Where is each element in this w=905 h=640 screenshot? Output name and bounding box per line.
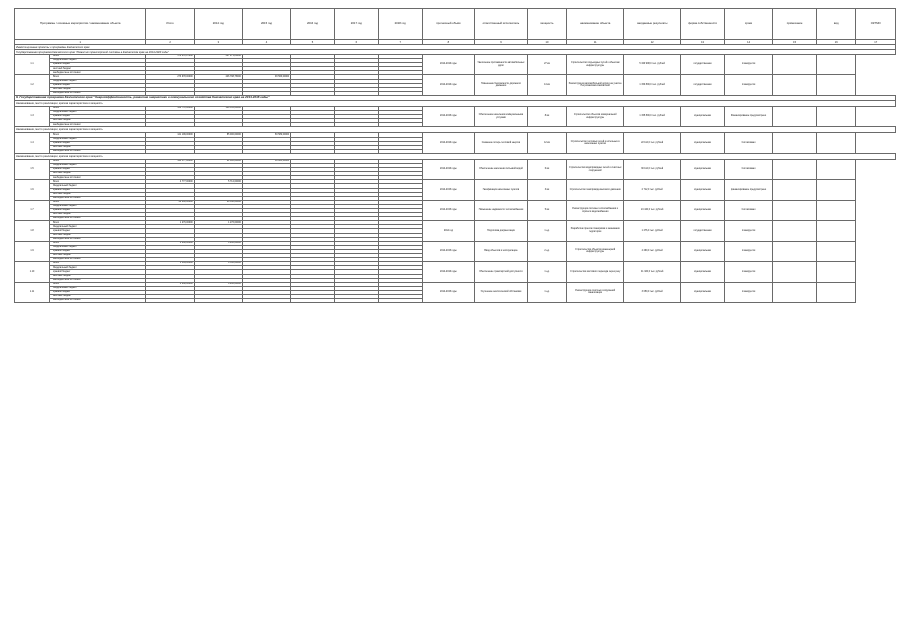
column-number: 3 xyxy=(194,40,242,45)
column-header: ОКТМО xyxy=(856,9,896,40)
column-number: 1 xyxy=(15,40,146,45)
empty-cell xyxy=(773,159,817,179)
project-title: Строительство объектов коммунальной инфраструктуры xyxy=(567,106,624,126)
column-number: 2 xyxy=(146,40,194,45)
funding-source-label: местный бюджет xyxy=(50,233,146,237)
funding-source-label: местный бюджет xyxy=(50,87,146,91)
column-header: 2018 год xyxy=(378,9,422,40)
project-title: Реконструкция системы теплоснабжения и горячего водоснабжения xyxy=(567,200,624,220)
funding-source-label: Всего xyxy=(50,133,146,137)
funding-source-label: местный бюджет xyxy=(50,145,146,149)
project-cost: 1 150 800,0 тыс. рублей xyxy=(624,75,681,95)
year-2014-value: 246 798,75000 xyxy=(194,75,242,79)
empty-cell xyxy=(817,133,856,153)
empty-cell xyxy=(773,262,817,282)
column-header: 2015 год xyxy=(242,9,290,40)
column-number: 13 xyxy=(681,40,725,45)
column-number: 4 xyxy=(242,40,290,45)
funding-source-label: Всего xyxy=(50,106,146,110)
empty-cell xyxy=(773,55,817,75)
funding-source-label: Всего xyxy=(50,55,146,59)
project-result: Обеспечение населения коммунальными услугами xyxy=(475,106,528,126)
empty-cell xyxy=(334,299,378,303)
project-result: Ввод объектов в эксплуатацию xyxy=(475,241,528,261)
project-term: 2014-2015 годы xyxy=(422,200,475,220)
funding-source-label: внебюджетные источники xyxy=(50,299,146,303)
project-number: 1.10 xyxy=(15,262,50,282)
funding-source-label: краевой бюджет xyxy=(50,270,146,274)
year-2015-value: 83 800,00000 xyxy=(242,159,290,163)
total-value: 4 260,00000 xyxy=(146,282,194,286)
project-note: финансирование предусмотрено xyxy=(724,180,772,200)
project-number: 1.1 xyxy=(15,55,50,75)
funding-source-label: Федеральный бюджет xyxy=(50,163,146,167)
project-number: 1.3 xyxy=(15,106,50,126)
funding-source-label: Всего xyxy=(50,241,146,245)
column-number: 16 xyxy=(817,40,856,45)
funding-source-label: краевой бюджет xyxy=(50,209,146,213)
project-owner: муниципальная xyxy=(681,262,725,282)
table-body xyxy=(15,9,896,303)
funding-source-label: Федеральный бюджет xyxy=(50,266,146,270)
project-owner: государственная xyxy=(681,75,725,95)
year-2014-value: 81 000,00000 xyxy=(194,159,242,163)
funding-source-label: Всего xyxy=(50,282,146,286)
column-header: прогнозный объём xyxy=(422,9,475,40)
funding-source-label: краевой бюджет xyxy=(50,229,146,233)
project-title: Реконструкция автомобильной дороги на участке Петропавловск-Камчатский xyxy=(567,75,624,95)
empty-cell xyxy=(194,299,242,303)
empty-cell xyxy=(817,75,856,95)
funding-source-label: местный бюджет xyxy=(50,274,146,278)
project-number: 1.7 xyxy=(15,200,50,220)
column-number: 8 xyxy=(422,40,475,45)
project-capacity: 6 км xyxy=(527,159,566,179)
column-header: мощность xyxy=(527,9,566,40)
year-2015-value: 83 589,00000 xyxy=(242,133,290,137)
project-number: 1.11 xyxy=(15,282,50,302)
year-2014-value: 1 276,00000 xyxy=(194,221,242,225)
total-value: 130 772,00000 xyxy=(146,106,194,110)
section-title: Государственная программа Камчатского края "Развитие транспортной системы в Камчатском крае на 2014-2020 годы" xyxy=(15,50,896,55)
project-capacity: 14 км xyxy=(527,75,566,95)
project-number: 1.2 xyxy=(15,75,50,95)
column-header: сроки xyxy=(724,9,772,40)
funding-source-label: краевой бюджет xyxy=(50,249,146,253)
project-capacity: 12 км xyxy=(527,133,566,153)
project-cost: 22 112,0 тыс. рублей xyxy=(624,133,681,153)
column-number: 11 xyxy=(567,40,624,45)
year-2014-value: 4 260,00000 xyxy=(194,282,242,286)
column-header: примечание xyxy=(773,9,817,40)
funding-source-label: внебюджетные источники xyxy=(50,149,146,153)
project-title: Строительство подъездных путей к объектам инфраструктуры xyxy=(567,55,624,75)
empty-cell xyxy=(242,299,290,303)
empty-cell xyxy=(773,106,817,126)
meta-text: Наименование, место реализации, краткая характеристика и мощность xyxy=(15,100,896,106)
column-number: 17 xyxy=(856,40,896,45)
empty-cell xyxy=(817,180,856,200)
year-2015-value: 93 566,00000 xyxy=(242,75,290,79)
funding-source-label: Федеральный бюджет xyxy=(50,225,146,229)
funding-source-label: местный бюджет xyxy=(50,172,146,176)
project-title: Строительство тепловых сетей и котельных в населённых пунктах xyxy=(567,133,624,153)
funding-source-label: Всего xyxy=(50,200,146,204)
project-cost: 4 260,0 тыс. рублей xyxy=(624,241,681,261)
project-cost: 30 112,0 тыс. рублей xyxy=(624,159,681,179)
project-term: 2014-2015 годы xyxy=(422,106,475,126)
project-title: Строительство газопровода высокого давления xyxy=(567,180,624,200)
project-term: 2014-2015 годы xyxy=(422,180,475,200)
project-cost: 2 712,0 тыс. рублей xyxy=(624,180,681,200)
project-owner: государственная xyxy=(681,55,725,75)
project-term: 2014 год xyxy=(422,221,475,241)
empty-cell xyxy=(817,200,856,220)
column-header: 2016 год xyxy=(291,9,335,40)
column-header: наименование объекта xyxy=(567,9,624,40)
total-value: 273 978,00000 xyxy=(146,75,194,79)
column-header: Итого xyxy=(146,9,194,40)
year-2014-value: 85 000,00000 xyxy=(194,133,242,137)
empty-cell xyxy=(817,159,856,179)
project-note: планируется xyxy=(724,221,772,241)
total-value: 20 000,00000 xyxy=(146,200,194,204)
project-capacity: 27 км xyxy=(527,55,566,75)
funding-source-label: Всего xyxy=(50,159,146,163)
project-owner: муниципальная xyxy=(681,282,725,302)
project-title: Реконструкция очистных сооружений канализации xyxy=(567,282,624,302)
project-capacity: 1 ед. xyxy=(527,262,566,282)
total-value: 4 260,00000 xyxy=(146,241,194,245)
column-number: 14 xyxy=(724,40,772,45)
project-term: 2014-2016 годы xyxy=(422,262,475,282)
project-title: Строительство водопроводных сетей и очистных сооружений xyxy=(567,159,624,179)
total-value: 4 777,00000 xyxy=(146,180,194,184)
year-2014-value: 4 260,00000 xyxy=(194,241,242,245)
project-result: Повышение надёжности теплоснабжения xyxy=(475,200,528,220)
project-capacity: 2 ед. xyxy=(527,241,566,261)
project-title: Разработка проекта планировки и межевания территории xyxy=(567,221,624,241)
funding-source-label: Всего xyxy=(50,75,146,79)
project-number: 1.9 xyxy=(15,241,50,261)
section-title: Инвестиционные проекты и программы Камчатского края xyxy=(15,45,896,50)
column-header: 2017 год xyxy=(334,9,378,40)
project-term: 2014-2016 годы xyxy=(422,133,475,153)
funding-source-label: Всего xyxy=(50,262,146,266)
empty-cell xyxy=(773,282,817,302)
project-result: Обеспечение населения питьевой водой xyxy=(475,159,528,179)
funding-source-label: внебюджетные источники xyxy=(50,278,146,282)
funding-source-label: Федеральный бюджет xyxy=(50,245,146,249)
project-cost: 5 340 908,0 тыс. рублей xyxy=(624,55,681,75)
funding-source-label: местный бюджет xyxy=(50,192,146,196)
empty-cell xyxy=(773,75,817,95)
column-header: Программы / основные мероприятия / наименование объекта xyxy=(15,9,146,40)
funding-source-label: Федеральный бюджет xyxy=(50,79,146,83)
funding-source-label: Федеральный бюджет xyxy=(50,111,146,115)
project-note: планируется xyxy=(724,262,772,282)
total-value: 144 177,00000 xyxy=(146,159,194,163)
funding-source-label: местный бюджет xyxy=(50,67,146,71)
empty-cell xyxy=(773,180,817,200)
total-value: 576 272,07260 xyxy=(146,55,194,59)
section-title: II. Государственная программа Камчатского края "Энергоэффективность, развитие энергетики и коммунального хозяйства Камчатского края на 2014-2018 годы" xyxy=(15,95,896,100)
project-owner: муниципальная xyxy=(681,180,725,200)
funding-source-label: Федеральный бюджет xyxy=(50,204,146,208)
column-header: форма собственности xyxy=(681,9,725,40)
project-title: Строительство объектов инженерной инфраструктуры xyxy=(567,241,624,261)
empty-cell xyxy=(146,299,194,303)
funding-source-label: внебюджетные источники xyxy=(50,237,146,241)
project-note: Согласовано xyxy=(724,200,772,220)
funding-source-label: внебюджетные источники xyxy=(50,91,146,95)
project-owner: муниципальная xyxy=(681,106,725,126)
empty-cell xyxy=(817,55,856,75)
project-note: Финансирование предусмотрено xyxy=(724,106,772,126)
project-note: планируется xyxy=(724,282,772,302)
project-note: планируется xyxy=(724,241,772,261)
year-2014-value: 5 712,00000 xyxy=(194,180,242,184)
project-note: планируется xyxy=(724,75,772,95)
funding-source-label: Всего xyxy=(50,180,146,184)
funding-source-label: внебюджетные источники xyxy=(50,258,146,262)
funding-source-label: краевой бюджет xyxy=(50,168,146,172)
funding-source-label: Федеральный бюджет xyxy=(50,184,146,188)
project-result: Снижение потерь тепловой энергии xyxy=(475,133,528,153)
funding-source-label: внебюджетные источники xyxy=(50,123,146,127)
investment-table xyxy=(14,8,896,303)
column-header: 2014 год xyxy=(194,9,242,40)
column-header: ответственный исполнитель xyxy=(475,9,528,40)
project-number: 1.4 xyxy=(15,133,50,153)
project-note: Согласовано xyxy=(724,159,772,179)
project-result: Подготовка документации xyxy=(475,221,528,241)
project-term: 2014-2016 годы xyxy=(422,75,475,95)
project-owner: государственная xyxy=(681,221,725,241)
project-number: 1.5 xyxy=(15,159,50,179)
funding-source-label: краевой бюджет xyxy=(50,115,146,119)
column-header: вид xyxy=(817,9,856,40)
table-header-row xyxy=(15,9,896,40)
funding-source-label: внебюджетные источники xyxy=(50,176,146,180)
project-term: 2014-2015 годы xyxy=(422,282,475,302)
project-cost: 24 440,0 тыс. рублей xyxy=(624,200,681,220)
funding-source-label: внебюджетные источники xyxy=(50,196,146,200)
project-result: Газификация населённых пунктов xyxy=(475,180,528,200)
column-number: 12 xyxy=(624,40,681,45)
empty-cell xyxy=(291,299,335,303)
year-2014-value: 9 530,00000 xyxy=(194,262,242,266)
meta-text: Наименование, место реализации, краткая характеристика и мощность xyxy=(15,127,896,133)
empty-cell xyxy=(817,262,856,282)
funding-source-label: краевой бюджет xyxy=(50,290,146,294)
empty-cell xyxy=(817,282,856,302)
funding-source-label: Федеральный бюджет xyxy=(50,286,146,290)
project-owner: муниципальная xyxy=(681,159,725,179)
total-value: 1 349,00000 xyxy=(146,262,194,266)
project-title: Строительство мостового перехода через реку xyxy=(567,262,624,282)
meta-text: Наименование, место реализации, краткая характеристика и мощность xyxy=(15,153,896,159)
funding-source-label: Федеральный бюджет xyxy=(50,137,146,141)
total-value: 1 276,00000 xyxy=(146,221,194,225)
total-value: 121 199,00000 xyxy=(146,133,194,137)
project-result: Обеспечение транспортной доступности xyxy=(475,262,528,282)
funding-source-label: местный бюджет xyxy=(50,213,146,217)
funding-source-label: местный бюджет xyxy=(50,294,146,298)
project-owner: муниципальная xyxy=(681,241,725,261)
funding-source-label: краевой бюджет xyxy=(50,83,146,87)
funding-source-label: краевой бюджет xyxy=(50,63,146,67)
column-number: 10 xyxy=(527,40,566,45)
year-2014-value: 24 340,00000 xyxy=(194,200,242,204)
empty-cell xyxy=(773,200,817,220)
column-number: 6 xyxy=(334,40,378,45)
empty-cell xyxy=(817,221,856,241)
empty-cell xyxy=(817,241,856,261)
funding-source-label: Всего xyxy=(50,221,146,225)
project-note: планируется xyxy=(724,55,772,75)
funding-source-label: Федеральный бюджет xyxy=(50,59,146,63)
project-cost: 1 276,0 тыс. рублей xyxy=(624,221,681,241)
project-result: Повышение безопасности дорожного движения xyxy=(475,75,528,95)
project-term: 2014-2016 годы xyxy=(422,55,475,75)
project-number: 1.8 xyxy=(15,221,50,241)
project-capacity: 3 км xyxy=(527,180,566,200)
funding-source-label: краевой бюджет xyxy=(50,188,146,192)
funding-source-label: внебюджетные источники xyxy=(50,71,146,75)
column-header: ожидаемые результаты xyxy=(624,9,681,40)
project-capacity: 8 км xyxy=(527,106,566,126)
project-result: Увеличение протяжённости автомобильных дорог xyxy=(475,55,528,75)
column-number: 9 xyxy=(475,40,528,45)
funding-source-label: местный бюджет xyxy=(50,119,146,123)
empty-cell xyxy=(773,133,817,153)
project-cost: 41 320,0 тыс. рублей xyxy=(624,262,681,282)
year-2014-value: 367 271,81960 xyxy=(194,55,242,59)
column-number: 5 xyxy=(291,40,335,45)
empty-cell xyxy=(773,221,817,241)
project-number: 1.6 xyxy=(15,180,50,200)
project-cost: 3 050,0 тыс. рублей xyxy=(624,282,681,302)
funding-source-label: краевой бюджет xyxy=(50,141,146,145)
empty-cell xyxy=(378,299,422,303)
project-term: 2014-2016 годы xyxy=(422,159,475,179)
year-2014-value: 109 353,00000 xyxy=(194,106,242,110)
project-term: 2014-2015 годы xyxy=(422,241,475,261)
column-number: 15 xyxy=(773,40,817,45)
project-capacity: 5 км xyxy=(527,200,566,220)
project-capacity: 1 ед. xyxy=(527,221,566,241)
empty-cell xyxy=(817,106,856,126)
project-note: Согласовано xyxy=(724,133,772,153)
project-capacity: 1 ед. xyxy=(527,282,566,302)
funding-source-label: внебюджетные источники xyxy=(50,217,146,221)
column-number: 7 xyxy=(378,40,422,45)
project-owner: муниципальная xyxy=(681,133,725,153)
project-cost: 1 155 800,0 тыс. рублей xyxy=(624,106,681,126)
project-result: Улучшение экологической обстановки xyxy=(475,282,528,302)
empty-cell xyxy=(773,241,817,261)
funding-source-label: местный бюджет xyxy=(50,254,146,258)
project-owner: муниципальная xyxy=(681,200,725,220)
